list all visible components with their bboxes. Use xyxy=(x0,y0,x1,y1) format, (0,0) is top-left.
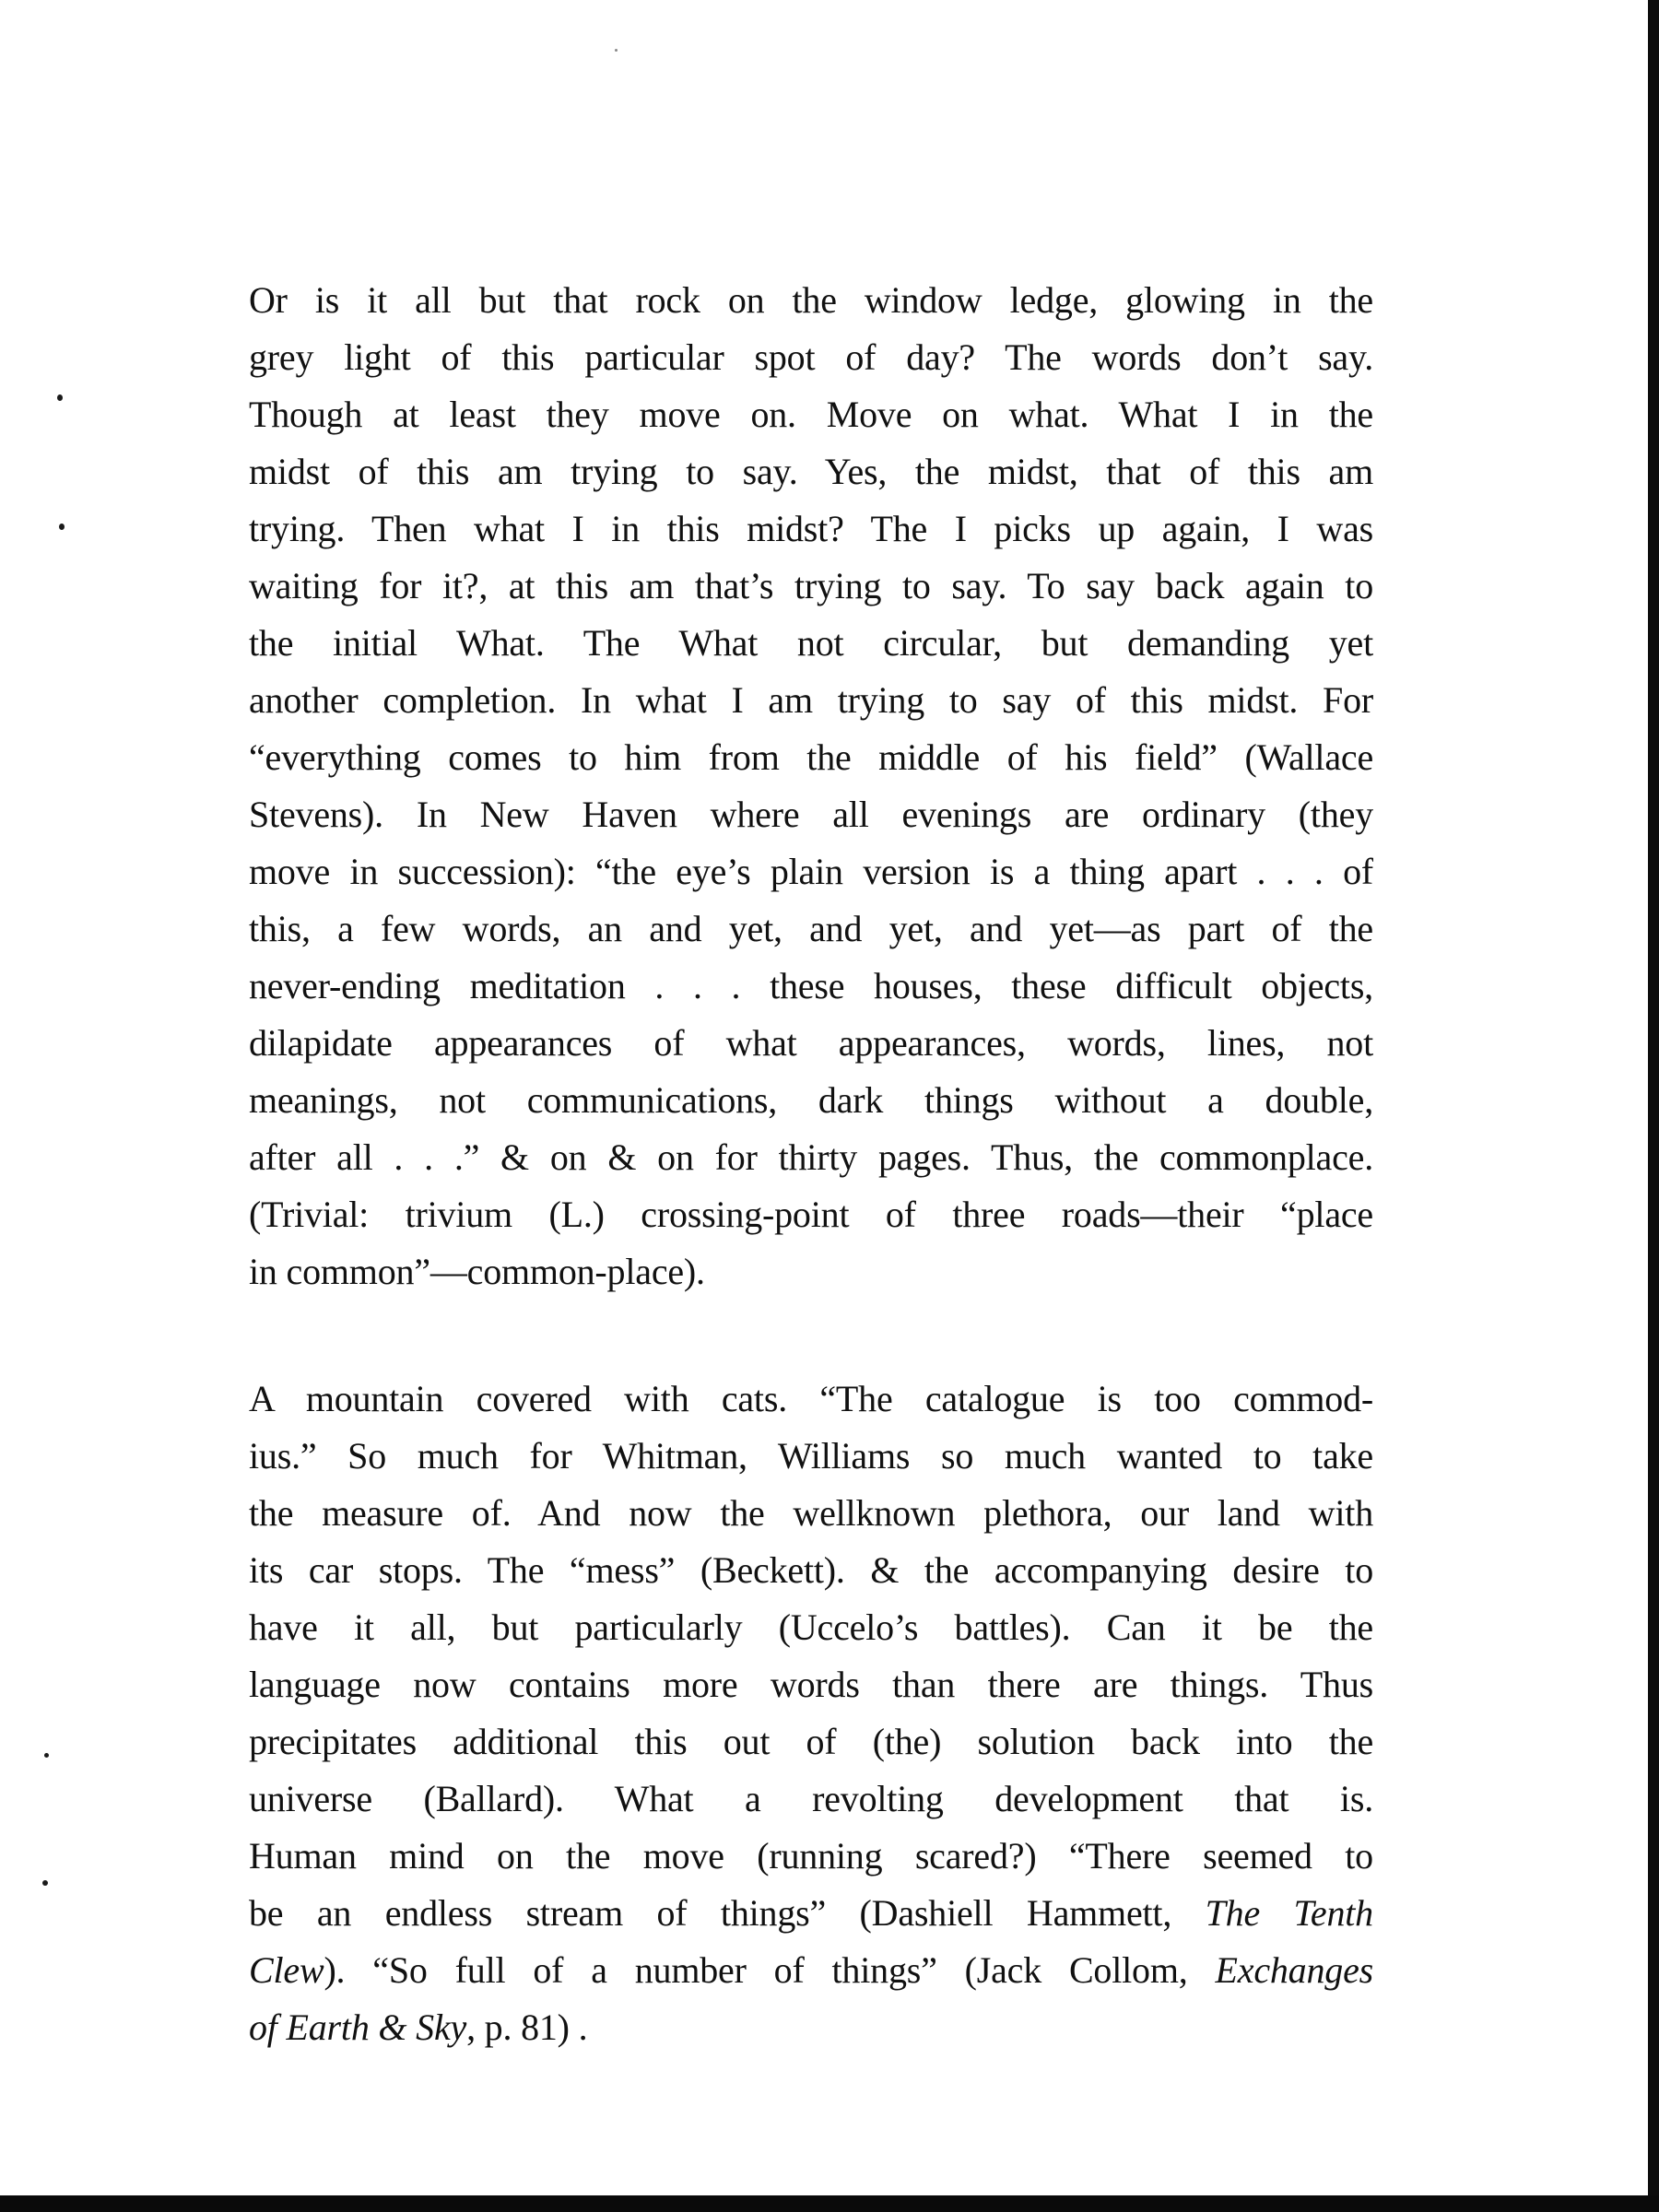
text-run: be an endless stream of things” (Dashiell Hammett, xyxy=(249,1892,1206,1934)
text-line: Though at least they move on. Move on what. What I in the xyxy=(249,394,1373,435)
scan-speck xyxy=(59,524,65,530)
scan-border-right xyxy=(1648,0,1659,2212)
text-line xyxy=(249,1942,1373,1999)
text-line xyxy=(249,1999,1373,2056)
text-line: waiting for it?, at this am that’s trying to say. To say back again to xyxy=(249,565,1373,606)
scan-speck xyxy=(42,1880,48,1886)
text-line: never-ending meditation . . . these houses, these difficult objects, xyxy=(249,965,1373,1006)
text-line: “everything comes to him from the middle of his field” (Wallace xyxy=(249,736,1373,778)
text-line: A mountain covered with cats. “The catalogue is too commod- xyxy=(249,1378,1373,1419)
paragraph-2 xyxy=(249,1371,1373,2056)
text-line: trying. Then what I in this midst? The I picks up again, I was xyxy=(249,508,1373,549)
text-line: (Trivial: trivium (L.) crossing-point of three roads—their “place xyxy=(249,1194,1373,1235)
text-line: dilapidate appearances of what appearances, words, lines, not xyxy=(249,1022,1373,1064)
paragraph-1 xyxy=(249,272,1373,1300)
text-line: precipitates additional this out of (the) solution back into the xyxy=(249,1721,1373,1762)
text-line: in common”—common-place). xyxy=(249,1251,705,1292)
scan-speck xyxy=(57,394,63,401)
text-line: universe (Ballard). What a revolting development that is. xyxy=(249,1778,1373,1819)
scan-border-bottom xyxy=(0,2195,1659,2212)
text-line: the initial What. The What not circular, but demanding yet xyxy=(249,622,1373,664)
book-title-italic: The Tenth xyxy=(1205,1892,1373,1934)
text-run: ). “So full of a number of things” (Jack Collom, xyxy=(324,1949,1216,1991)
text-line: Stevens). In New Haven where all evenings are ordinary (they xyxy=(249,794,1373,835)
text-line: meanings, not communications, dark things without a double, xyxy=(249,1079,1373,1121)
text-line: have it all, but particularly (Uccelo’s battles). Can it be the xyxy=(249,1606,1373,1648)
text-line: move in succession): “the eye’s plain version is a thing apart . . . of xyxy=(249,851,1373,892)
text-line: language now contains more words than there are things. Thus xyxy=(249,1664,1373,1705)
book-title-italic: Exchanges xyxy=(1215,1949,1373,1991)
scan-speck xyxy=(615,49,618,52)
text-line: after all . . .” & on & on for thirty pages. Thus, the commonplace. xyxy=(249,1136,1373,1178)
text-line xyxy=(249,1885,1373,1942)
text-line: ius.” So much for Whitman, Williams so much wanted to take xyxy=(249,1435,1373,1477)
text-run: , p. 81) . xyxy=(466,2006,588,2048)
text-line: grey light of this particular spot of day? The words don’t say. xyxy=(249,336,1373,378)
text-line: another completion. In what I am trying to say of this midst. For xyxy=(249,679,1373,721)
text-line: its car stops. The “mess” (Beckett). & the accompanying desire to xyxy=(249,1549,1373,1591)
book-title-italic: Clew xyxy=(249,1949,324,1991)
text-line: midst of this am trying to say. Yes, the midst, that of this am xyxy=(249,451,1373,492)
text-line: Or is it all but that rock on the window ledge, glowing in the xyxy=(249,279,1373,321)
book-title-italic: of Earth & Sky xyxy=(249,2006,467,2048)
text-line: the measure of. And now the wellknown plethora, our land with xyxy=(249,1492,1373,1534)
scan-speck xyxy=(44,1753,49,1758)
text-line: Human mind on the move (running scared?) “There seemed to xyxy=(249,1835,1373,1877)
text-line: this, a few words, an and yet, and yet, and yet—as part of the xyxy=(249,908,1373,949)
